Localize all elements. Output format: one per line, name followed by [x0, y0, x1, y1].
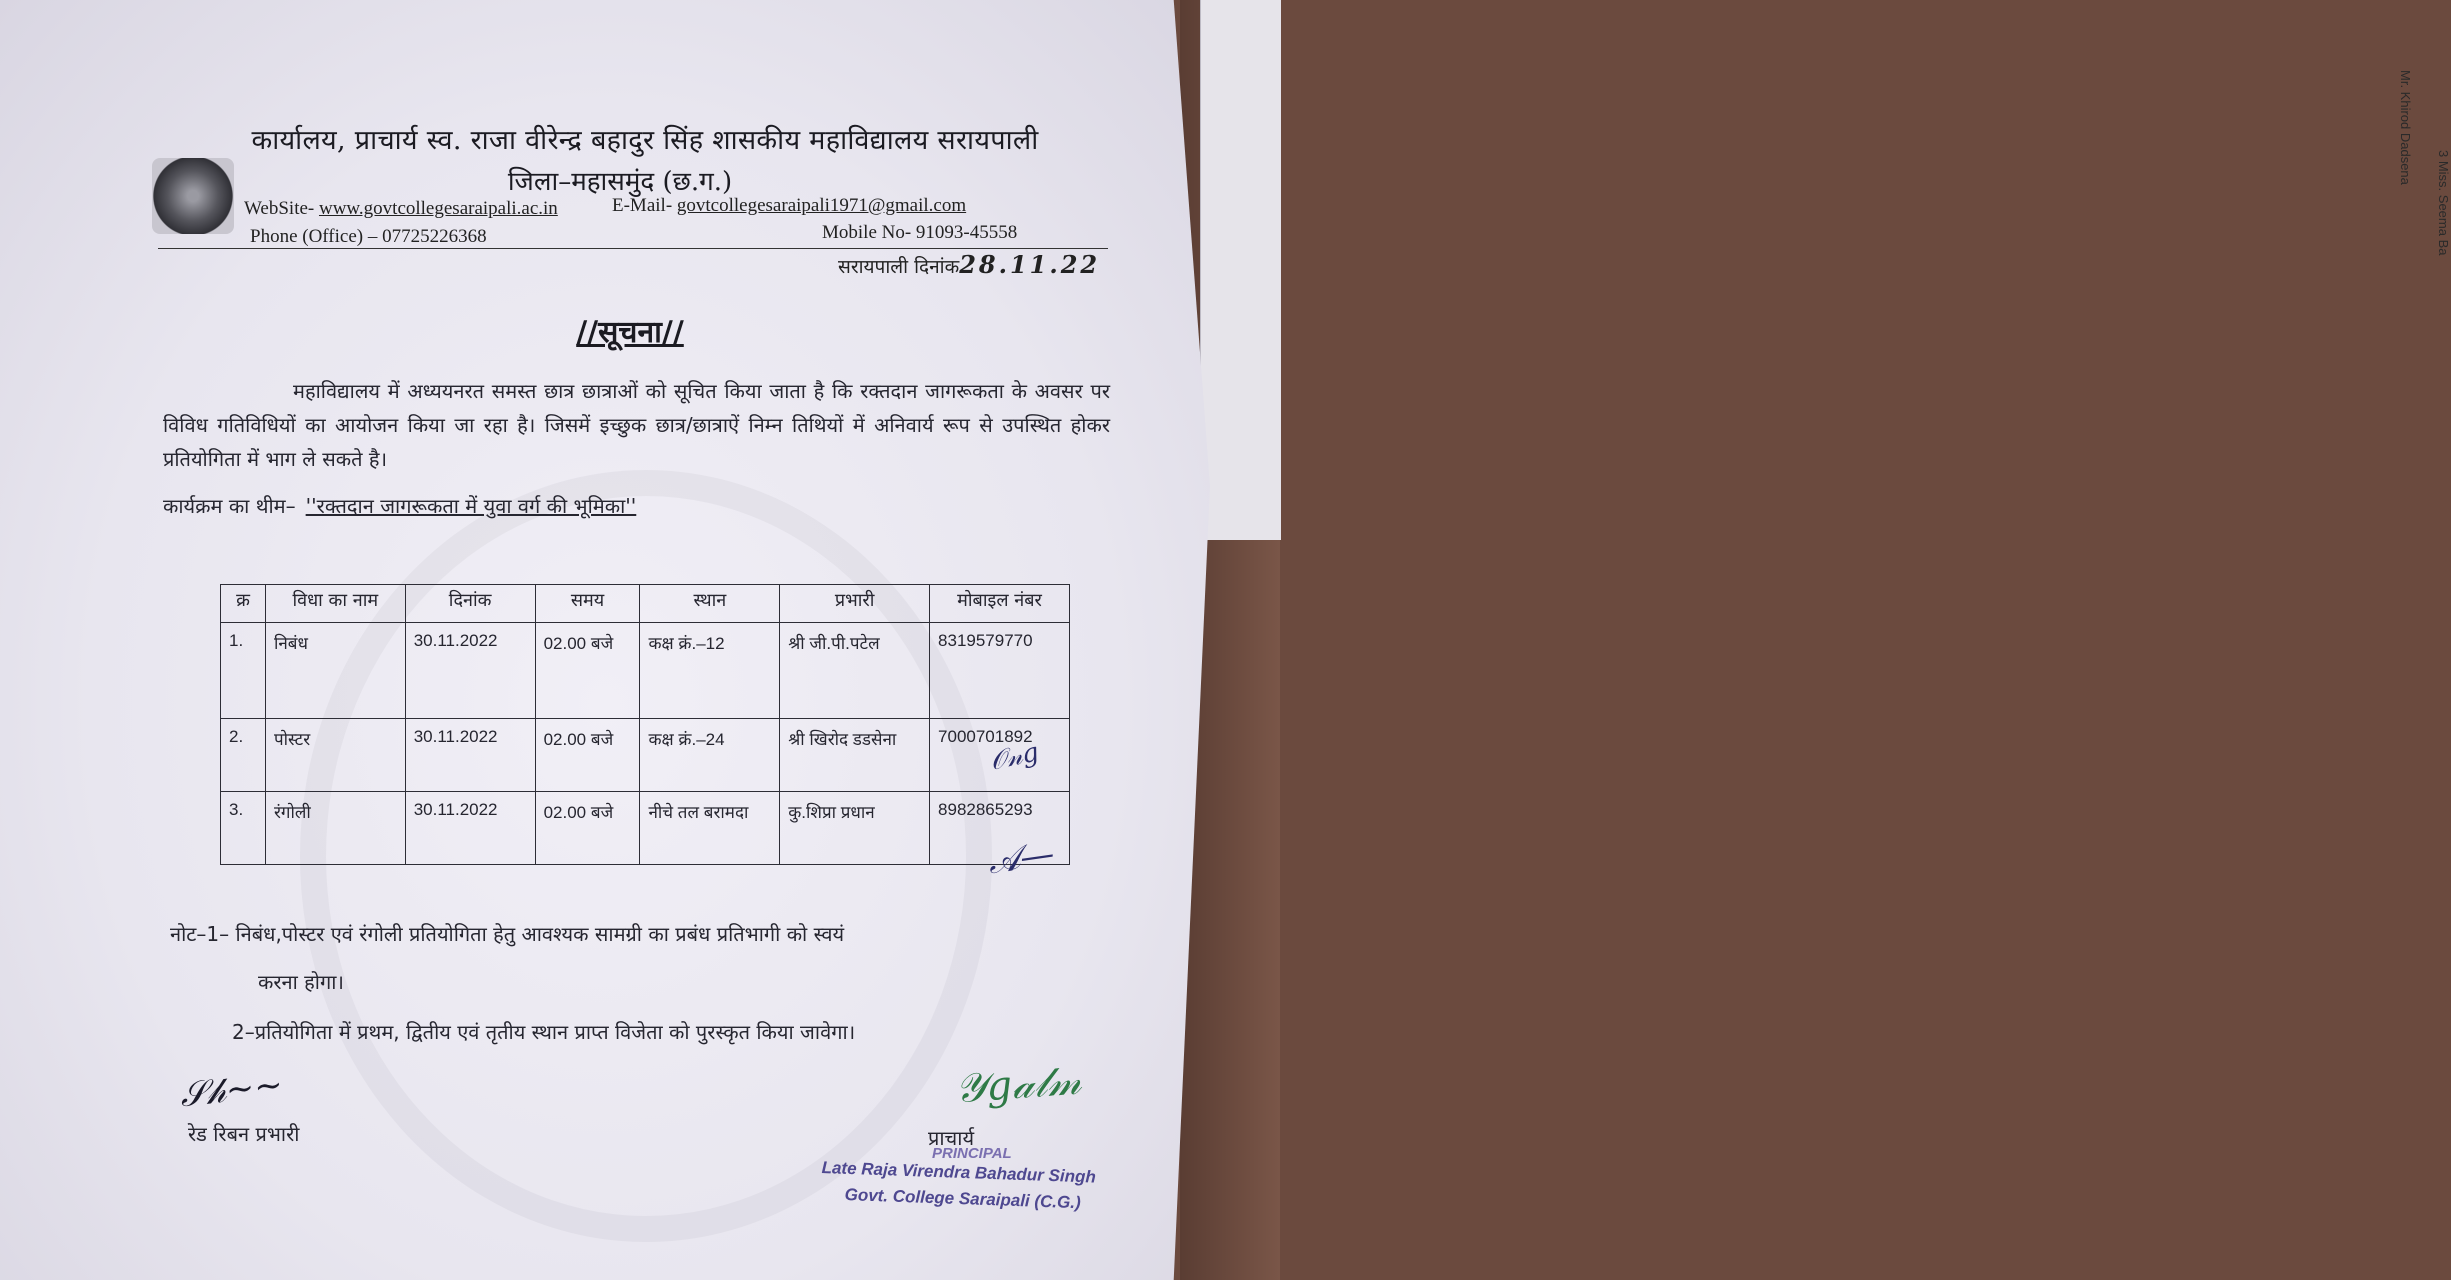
principal-label: प्राचार्य [928, 1126, 975, 1150]
website-label: WebSite- [244, 198, 315, 219]
table-row [221, 792, 1070, 865]
adjacent-sheet-text-2: 3 Miss. Seema Ba [2436, 150, 2451, 256]
cell-sn: 3. [221, 792, 266, 865]
email-line [612, 195, 966, 217]
cell-name: पोस्टर [265, 719, 405, 792]
cell-sn: 2. [221, 719, 266, 792]
cell-mobile: 8319579770 [930, 623, 1070, 719]
office-heading: कार्यालय, प्राचार्य स्व. राजा वीरेन्द्र बहादुर सिंह शासकीय महाविद्यालय सरायपाली [251, 125, 1039, 156]
cell-place: नीचे तल बरामदा [640, 792, 780, 865]
header-divider [158, 248, 1108, 249]
table-row [221, 623, 1070, 719]
teacher-signature-3: 𝒜— [985, 833, 1057, 883]
office-phone: Phone (Office) – 07725226368 [250, 226, 487, 247]
col-header-sn: क्र [221, 585, 266, 623]
cell-mobile: 8982865293 [930, 792, 1070, 865]
college-logo-icon [152, 158, 234, 234]
competition-schedule-table [220, 584, 1070, 865]
red-ribbon-signature: 𝒮𝒽~~ [178, 1064, 285, 1116]
table-header-row [221, 585, 1070, 623]
red-ribbon-incharge-label: रेड रिबन प्रभारी [188, 1122, 300, 1146]
website-line [244, 198, 558, 220]
email-link[interactable]: govtcollegesaraipali1971@gmail.com [676, 195, 967, 216]
cell-place: कक्ष क्रं.–24 [640, 719, 780, 792]
adjacent-sheet-text-1: Mr. Khirod Dadsena [2398, 70, 2413, 185]
teacher-signature-2: 𝒪𝓃𝑔 [987, 737, 1042, 777]
principal-stamp-title: PRINCIPAL [932, 1145, 1012, 1162]
cell-mobile: 7000701892 [930, 719, 1070, 792]
col-header-name: विधा का नाम [265, 585, 405, 623]
date-value: 28.11.22 [959, 250, 1101, 279]
col-header-time: समय [535, 585, 640, 623]
cell-date: 30.11.2022 [405, 719, 535, 792]
cell-date: 30.11.2022 [405, 792, 535, 865]
cell-time: 02.00 बजे [535, 623, 640, 719]
cell-sn: 1. [221, 623, 266, 719]
date-label: सरायपाली दिनांक [838, 256, 960, 278]
college-stamp-line-2: Govt. College Saraipali (C.G.) [844, 1185, 1082, 1213]
program-theme [163, 492, 636, 519]
issue-date [838, 250, 1100, 279]
col-header-date: दिनांक [405, 585, 535, 623]
cell-incharge: कु.शिप्रा प्रधान [780, 792, 930, 865]
cell-incharge: श्री जी.पी.पटेल [780, 623, 930, 719]
office-mobile: Mobile No- 91093-45558 [822, 222, 1018, 243]
college-stamp-line-1: Late Raja Virendra Bahadur Singh [821, 1158, 1097, 1187]
cell-name: रंगोली [265, 792, 405, 865]
cell-date: 30.11.2022 [405, 623, 535, 719]
adjacent-sheet [1200, 0, 2451, 540]
website-link[interactable]: www.govtcollegesaraipali.ac.in [318, 198, 558, 219]
col-header-place: स्थान [640, 585, 780, 623]
note-1-continued: करना होगा। [258, 970, 344, 994]
email-label: E-Mail- [612, 195, 673, 216]
notice-title: //सूचना// [576, 315, 684, 350]
cell-incharge: श्री खिरोद डडसेना [780, 719, 930, 792]
note-2: 2–प्रतियोगिता में प्रथम, द्वितीय एवं तृतीय स्थान प्राप्त विजेता को पुरस्कृत किया जावेगा। [232, 1020, 856, 1044]
cell-name: निबंध [265, 623, 405, 719]
principal-signature: 𝒴𝑔𝒶𝓁𝓂 [953, 1057, 1083, 1113]
theme-value: ''रक्तदान जागरूकता में युवा वर्ग की भूमिका'' [305, 494, 637, 518]
cell-time: 02.00 बजे [535, 719, 640, 792]
cell-place: कक्ष क्रं.–12 [640, 623, 780, 719]
notice-body: महाविद्यालय में अध्ययनरत समस्त छात्र छात्राओं को सूचित किया जाता है कि रक्तदान जागरूकता के अवसर पर विविध गतिविधियों का आयोजन किया जा रहा है। जिसमें इच्छुक छात्र/छात्राऐं निम्न तिथियों में अनिवार्य रूप से उपस्थित होकर प्रतियोगिता में भाग ले सकते है। [163, 379, 1110, 471]
cell-time: 02.00 बजे [535, 792, 640, 865]
note-1: नोट–1– निबंध,पोस्टर एवं रंगोली प्रतियोगिता हेतु आवश्यक सामग्री का प्रबंध प्रतिभागी को स्वयं [170, 922, 845, 946]
district-heading: जिला–महासमुंद (छ.ग.) [507, 167, 733, 197]
theme-label: कार्यक्रम का थीम– [163, 494, 296, 518]
col-header-mobile: मोबाइल नंबर [930, 585, 1070, 623]
table-row [221, 719, 1070, 792]
col-header-incharge: प्रभारी [780, 585, 930, 623]
